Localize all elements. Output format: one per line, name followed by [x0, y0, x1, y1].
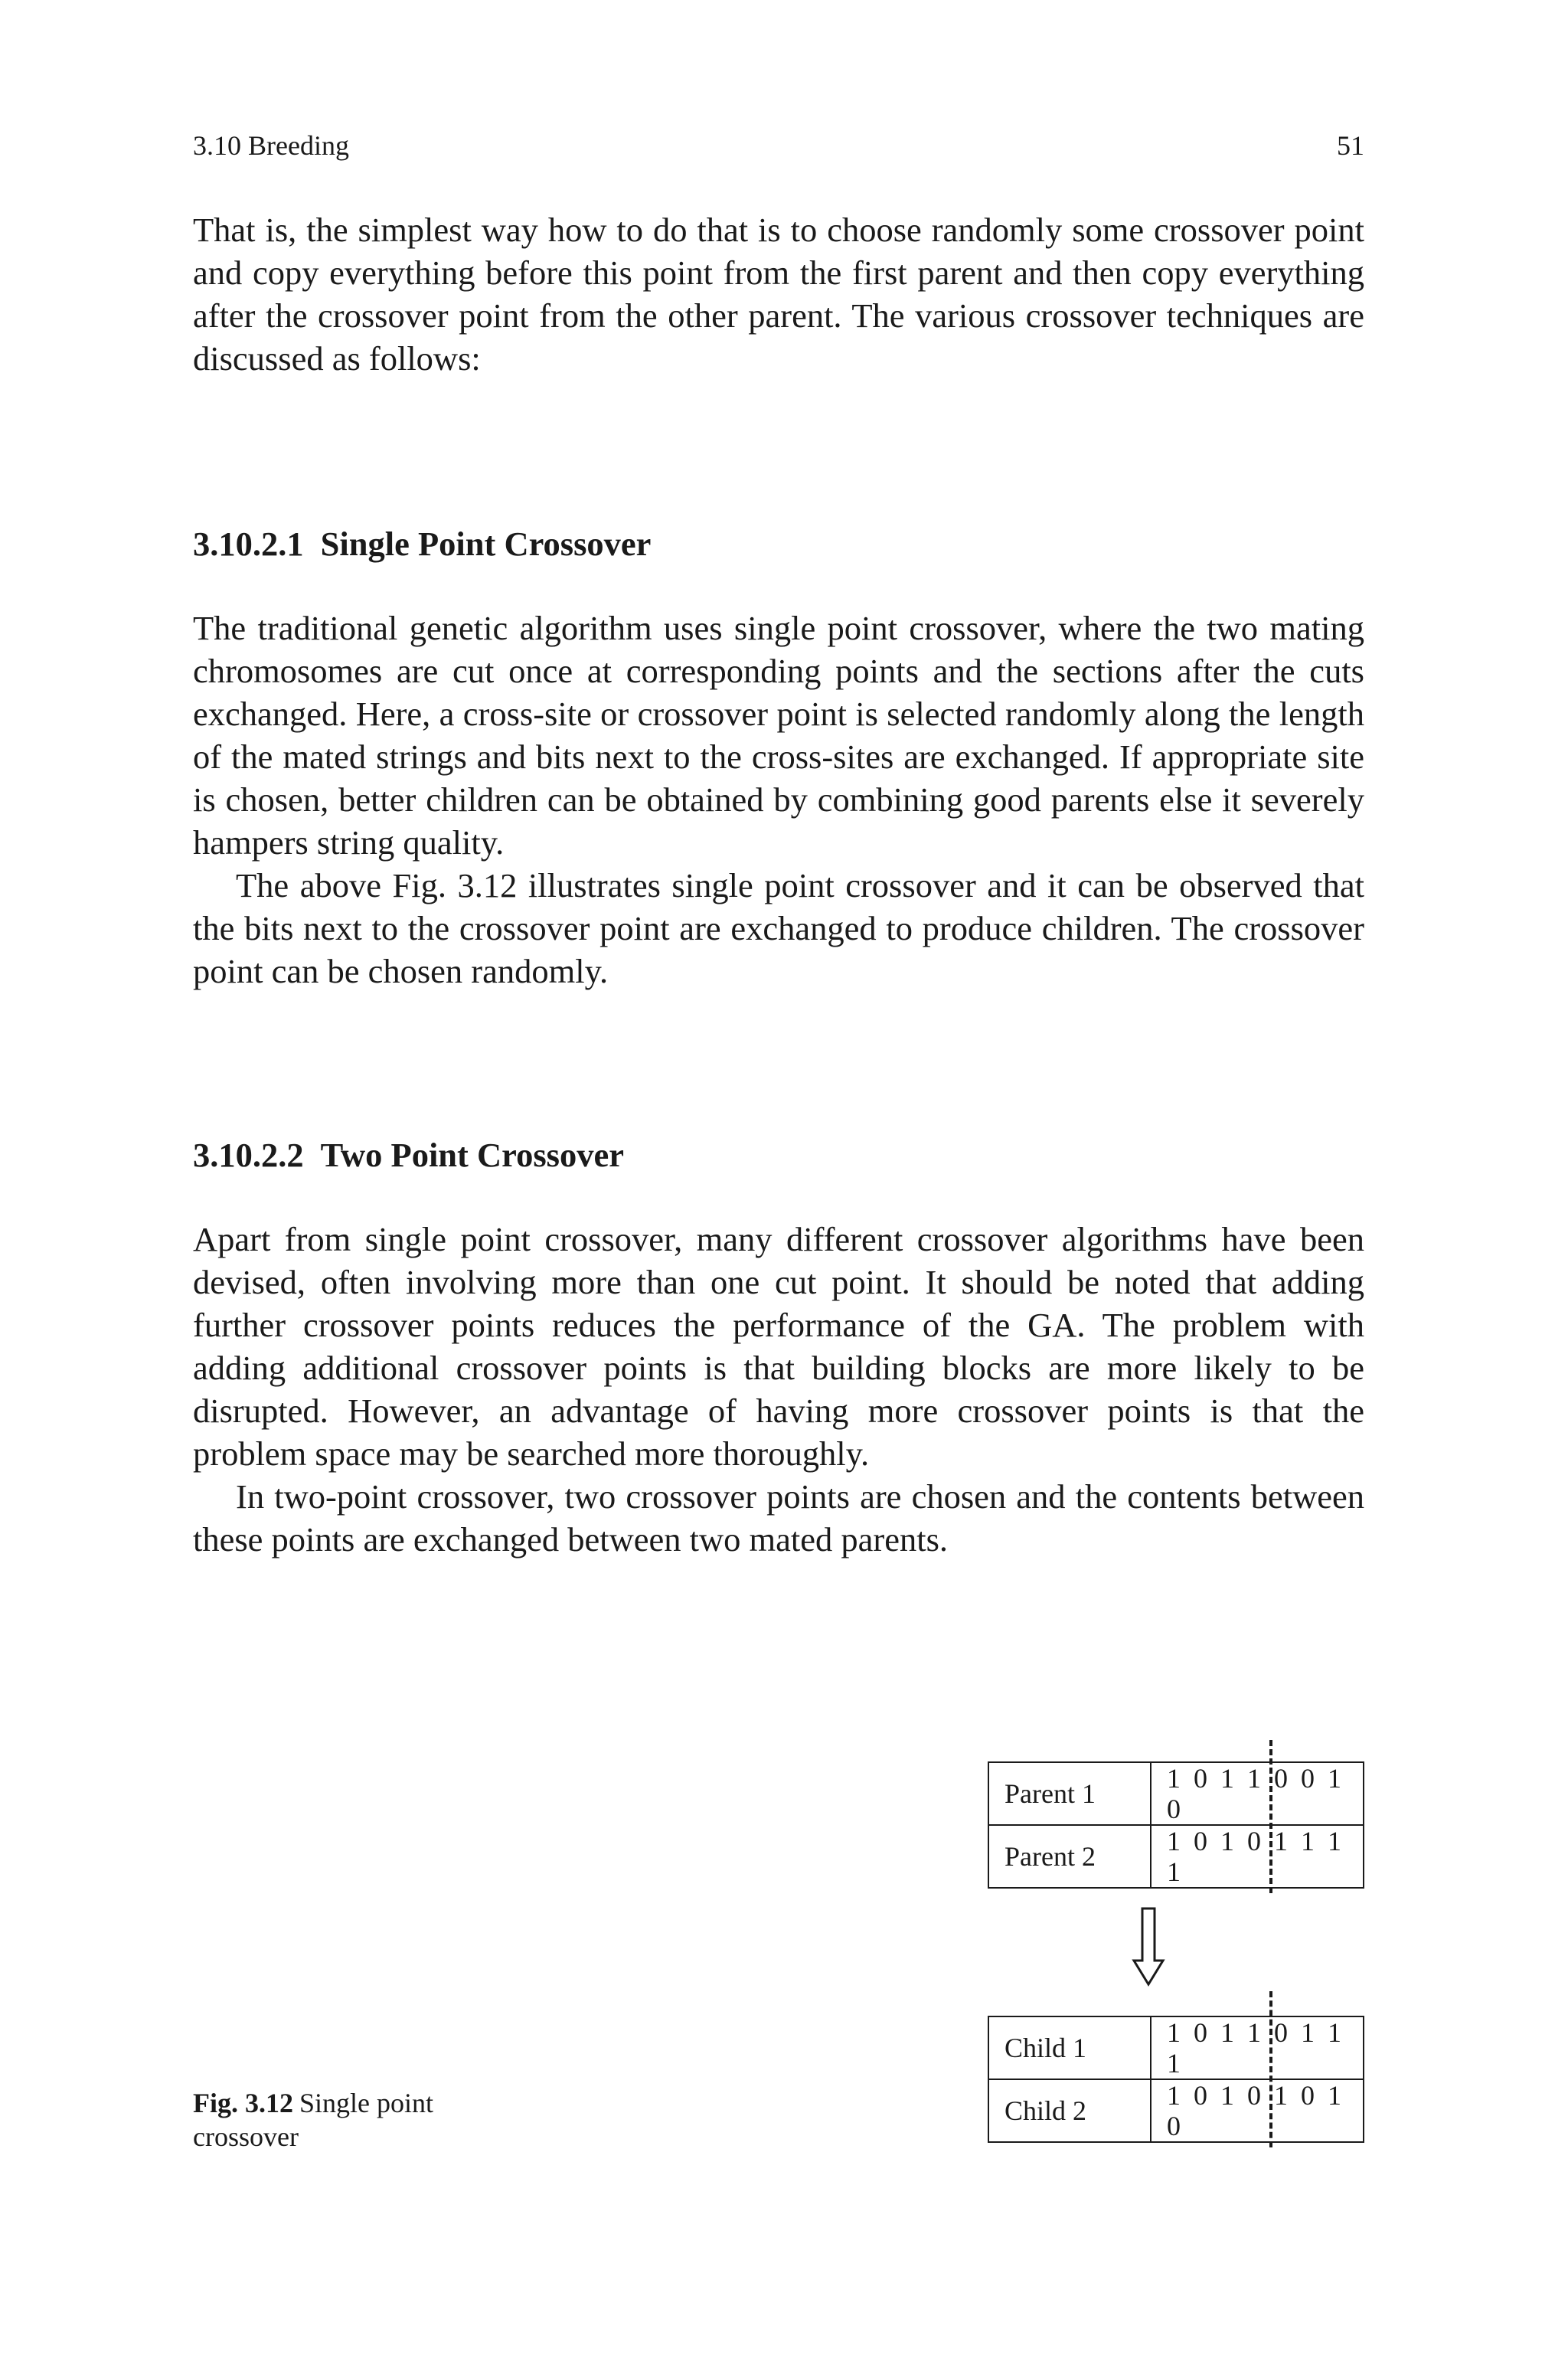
two-point-paragraph-2: In two-point crossover, two crossover points are chosen and the contents between these points are exchanged between two mated parents. [193, 1477, 1364, 1558]
crossover-point-line-top [1269, 1740, 1272, 1893]
table-row [988, 1825, 1364, 1888]
two-point-paragraph-1: Apart from single point crossover, many different crossover algorithms have been devised, often involving more than one cut point. It should be noted that adding further crossover points reduces the performance of the GA. The problem with adding additional crossover points is that building blocks are more likely to be disrupted. However, an advantage of having more crossover points is that the problem space may be searched more thoroughly. [193, 1220, 1364, 1473]
figure-label: Fig. 3.12 [193, 2088, 293, 2118]
single-point-paragraph-2: The above Fig. 3.12 illustrates single point crossover and it can be observed that the bits next to the crossover point are exchanged to produce children. The crossover point can be chosen randomly. [193, 866, 1364, 990]
table-row [988, 2016, 1364, 2079]
child-2-label: Child 2 [988, 2079, 1151, 2142]
child-1-bits: 1 0 1 1 0 1 1 1 [1151, 2016, 1364, 2079]
parent-2-label: Parent 2 [988, 1825, 1151, 1888]
table-row [988, 2079, 1364, 2142]
table-row [988, 1762, 1364, 1825]
page-number: 51 [1337, 130, 1364, 161]
crossover-point-line-bottom [1269, 1991, 1272, 2147]
down-arrow-icon [1132, 1907, 1165, 1987]
parents-table [988, 1761, 1364, 1889]
section-heading-single-point [193, 522, 651, 565]
section-number: 3.10.2.1 [193, 525, 304, 563]
child-2-bits: 1 0 1 0 1 0 1 0 [1151, 2079, 1364, 2142]
section-heading-two-point [193, 1133, 624, 1176]
section-title: Single Point Crossover [320, 525, 652, 563]
parent-2-bits: 1 0 1 0 1 1 1 1 [1151, 1825, 1364, 1888]
child-1-label: Child 1 [988, 2016, 1151, 2079]
figure-caption-text: Single point crossover [193, 2088, 434, 2152]
children-table [988, 2016, 1364, 2143]
section-title: Two Point Crossover [320, 1136, 624, 1174]
section-number: 3.10.2.2 [193, 1136, 304, 1174]
single-point-paragraph-1: The traditional genetic algorithm uses single point crossover, where the two mating chromosomes are cut once at corresponding points and the sections after the cuts exchanged. Here, a cross-site or crossover point is selected randomly along the length of the mated strings and bits next to the cross-sites are exchanged. If appropriate site is chosen, better children can be obtained by combining good parents else it severely hampers string quality. [193, 609, 1364, 862]
intro-paragraph: That is, the simplest way how to do that is to choose randomly some crossover point and copy everything before this point from the first parent and then copy everything after the crossover point from the other parent. The various crossover techniques are discussed as follows: [193, 211, 1364, 378]
header-section: 3.10 Breeding [193, 130, 349, 161]
parent-1-label: Parent 1 [988, 1762, 1151, 1825]
parent-1-bits: 1 0 1 1 0 0 1 0 [1151, 1762, 1364, 1825]
figure-caption [193, 2086, 514, 2154]
